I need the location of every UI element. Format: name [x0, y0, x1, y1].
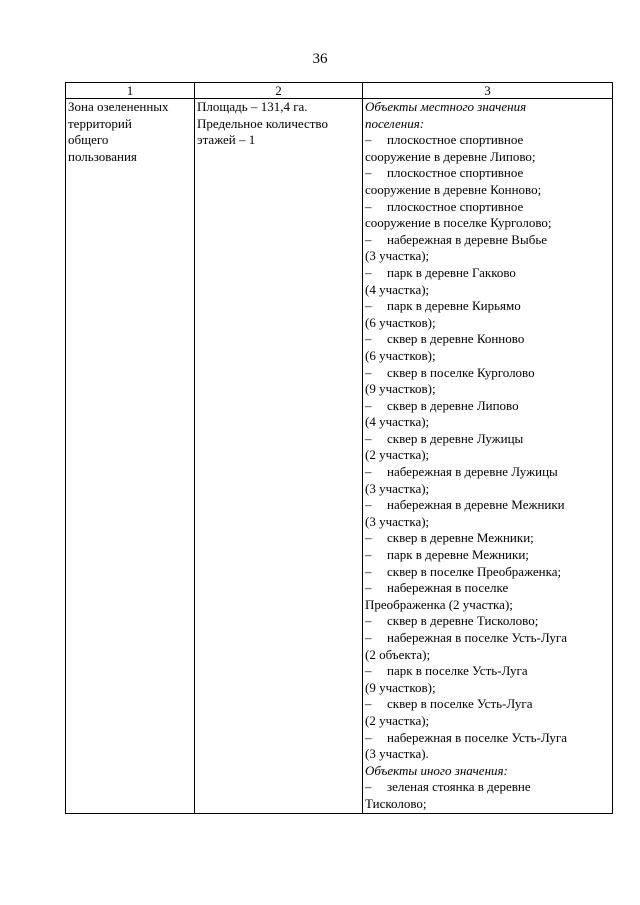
list-item-line	[365, 514, 611, 531]
list-item-line	[365, 348, 611, 365]
dash-marker: –	[365, 497, 372, 513]
page-number: 36	[312, 51, 328, 67]
list-item-text: (3 участка);	[365, 480, 430, 496]
list-item-line	[365, 647, 611, 664]
list-item-line	[365, 680, 611, 697]
list-item-line	[365, 663, 611, 680]
list-item-line	[365, 696, 611, 713]
dash-marker: –	[365, 563, 372, 579]
list-item-text: парк в деревне Кирьямо	[387, 298, 521, 314]
other-objects-heading: Объекты иного значения:	[365, 762, 508, 778]
list-item-line	[365, 182, 611, 199]
table-row	[66, 99, 613, 814]
list-item	[365, 464, 611, 497]
dash-marker: –	[365, 729, 372, 745]
list-item-line	[365, 580, 611, 597]
column-header-3: 3	[363, 83, 613, 99]
list-item-line	[365, 564, 611, 581]
list-item-text: сквер в деревне Межники;	[387, 530, 534, 546]
list-item-text: сквер в деревне Конново	[387, 331, 525, 347]
dash-marker: –	[365, 530, 372, 546]
list-item-line	[365, 530, 611, 547]
list-item-text: сооружение в поселке Курголово;	[365, 215, 552, 231]
list-item	[365, 663, 611, 696]
dash-marker: –	[365, 298, 372, 314]
list-item-text: сквер в деревне Липово	[387, 397, 519, 413]
parameter-line: Площадь – 131,4 га.	[197, 99, 308, 114]
dash-marker: –	[365, 364, 372, 380]
list-item	[365, 779, 611, 812]
list-item-text: (4 участка);	[365, 414, 430, 430]
list-item-line	[365, 730, 611, 747]
list-item	[365, 298, 611, 331]
list-item-line	[365, 298, 611, 315]
other-objects-list	[365, 779, 611, 812]
dash-marker: –	[365, 397, 372, 413]
list-item-line	[365, 215, 611, 232]
list-item-line	[365, 481, 611, 498]
list-item-line	[365, 132, 611, 149]
list-item-line	[365, 265, 611, 282]
dash-marker: –	[365, 547, 372, 563]
list-item-text: сооружение в деревне Конново;	[365, 181, 542, 197]
list-item-line	[365, 447, 611, 464]
list-item-line	[365, 149, 611, 166]
list-item	[365, 530, 611, 547]
parameters-cell	[195, 99, 363, 814]
list-item-line	[365, 613, 611, 630]
list-item-line	[365, 331, 611, 348]
list-item-text: парк в деревне Межники;	[387, 547, 529, 563]
zone-name-line: Зона озелененных	[68, 99, 169, 114]
list-item-line	[365, 779, 611, 796]
list-item-text: (9 участков);	[365, 679, 436, 695]
dash-marker: –	[365, 630, 372, 645]
list-item-line	[365, 464, 611, 481]
zone-name-line: территорий	[68, 115, 132, 131]
list-item-text: набережная в поселке Усть-Луга	[387, 729, 567, 745]
list-item-line	[365, 248, 611, 265]
list-item	[365, 580, 611, 613]
list-item-line	[365, 365, 611, 382]
local-objects-heading: Объекты местного значения	[365, 99, 527, 114]
zone-name-line: пользования	[68, 148, 137, 164]
list-item-line	[365, 713, 611, 730]
list-item-line	[365, 597, 611, 614]
list-item-text: парк в деревне Гакково	[387, 264, 516, 280]
list-item	[365, 547, 611, 564]
dash-marker: –	[365, 613, 372, 629]
list-item-text: (3 участка).	[365, 746, 429, 762]
zone-name-line: общего	[68, 132, 109, 148]
list-item-text: сооружение в деревне Липово;	[365, 148, 536, 164]
dash-marker: –	[365, 198, 372, 214]
dash-marker: –	[365, 165, 372, 181]
dash-marker: –	[365, 580, 372, 596]
list-item-text: сквер в деревне Тисколово;	[387, 613, 539, 629]
list-item-line	[365, 630, 611, 647]
dash-marker: –	[365, 430, 372, 446]
list-item-text: (2 объекта);	[365, 646, 431, 662]
list-item-text: набережная в деревне Выбье	[387, 231, 548, 247]
list-item-line	[365, 315, 611, 332]
list-item	[365, 630, 611, 663]
list-item-text: набережная в деревне Межники	[387, 497, 565, 513]
list-item-text: сквер в поселке Курголово	[387, 364, 535, 380]
list-item	[365, 564, 611, 581]
column-header-1: 1	[66, 83, 195, 99]
zone-name-cell	[66, 99, 195, 814]
list-item-text: (2 участка);	[365, 447, 430, 463]
list-item-text: набережная в поселке Усть-Луга	[387, 630, 567, 645]
objects-cell	[363, 99, 613, 814]
list-item-text: (2 участка);	[365, 712, 430, 728]
dash-marker: –	[365, 663, 372, 679]
dash-marker: –	[365, 132, 372, 148]
list-item	[365, 132, 611, 165]
zoning-table	[65, 82, 613, 814]
list-item-line	[365, 398, 611, 415]
local-objects-list	[365, 132, 611, 763]
list-item	[365, 613, 611, 630]
list-item-text: плоскостное спортивное	[387, 165, 524, 181]
list-item-text: зеленая стоянка в деревне	[387, 779, 531, 795]
list-item-line	[365, 381, 611, 398]
table-header-row	[66, 83, 613, 99]
list-item	[365, 165, 611, 198]
list-item-text: сквер в деревне Лужицы	[387, 430, 524, 446]
parameter-line: Предельное количество	[197, 115, 328, 131]
list-item-line	[365, 796, 611, 813]
list-item	[365, 398, 611, 431]
list-item	[365, 431, 611, 464]
list-item-text: (6 участков);	[365, 347, 436, 363]
list-item-text: плоскостное спортивное	[387, 132, 524, 148]
list-item-line	[365, 431, 611, 448]
list-item-text: сквер в поселке Усть-Луга	[387, 696, 533, 712]
list-item	[365, 365, 611, 398]
list-item-line	[365, 165, 611, 182]
local-objects-heading: поселения:	[365, 115, 425, 131]
list-item-line	[365, 547, 611, 564]
list-item-line	[365, 497, 611, 514]
list-item	[365, 331, 611, 364]
column-header-2: 2	[195, 83, 363, 99]
list-item	[365, 696, 611, 729]
dash-marker: –	[365, 779, 372, 795]
dash-marker: –	[365, 464, 372, 480]
dash-marker: –	[365, 231, 372, 247]
list-item-line	[365, 746, 611, 763]
list-item	[365, 730, 611, 763]
list-item	[365, 199, 611, 232]
list-item-text: набережная в деревне Лужицы	[387, 464, 558, 480]
list-item-line	[365, 414, 611, 431]
list-item-text: плоскостное спортивное	[387, 198, 524, 214]
list-item	[365, 232, 611, 265]
list-item-line	[365, 232, 611, 249]
list-item	[365, 265, 611, 298]
list-item-text: (3 участка);	[365, 248, 430, 264]
list-item-text: (4 участка);	[365, 281, 430, 297]
list-item-text: (6 участков);	[365, 314, 436, 330]
list-item-text: Преображенка (2 участка);	[365, 596, 513, 612]
list-item-line	[365, 282, 611, 299]
list-item-text: Тисколово;	[365, 795, 427, 811]
list-item-text: парк в поселке Усть-Луга	[387, 663, 528, 679]
list-item-text: (3 участка);	[365, 513, 430, 529]
dash-marker: –	[365, 696, 372, 712]
list-item	[365, 497, 611, 530]
parameter-line: этажей – 1	[197, 132, 256, 148]
list-item-text: (9 участков);	[365, 381, 436, 397]
list-item-line	[365, 199, 611, 216]
list-item-text: набережная в поселке	[387, 580, 509, 596]
dash-marker: –	[365, 331, 372, 347]
list-item-text: сквер в поселке Преображенка;	[387, 563, 562, 579]
dash-marker: –	[365, 264, 372, 280]
